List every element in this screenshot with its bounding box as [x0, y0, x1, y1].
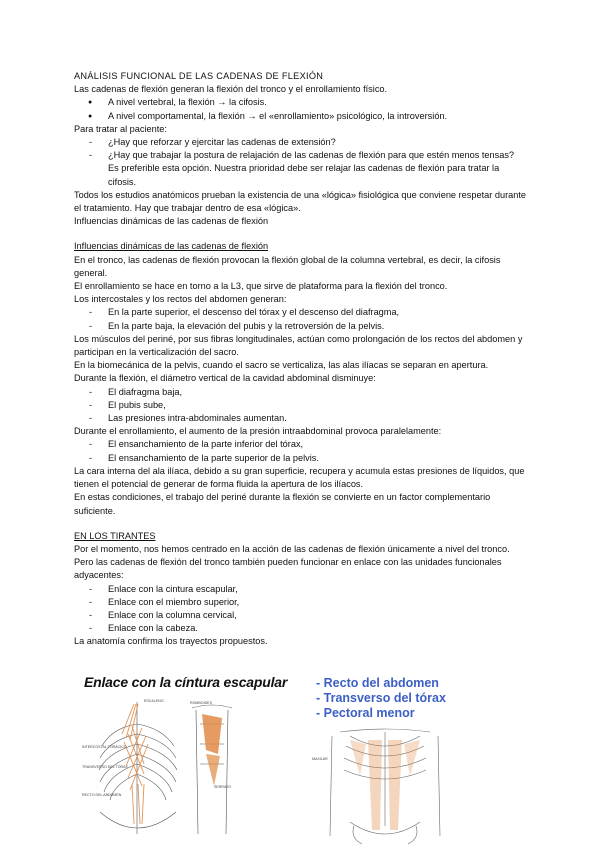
- scapula-illustration: [184, 694, 240, 844]
- list-item: - Las presiones intra-abdominales aumentan.: [74, 412, 526, 425]
- figure-label: ESCALENO: [144, 699, 164, 703]
- figure-label: SERRATO: [214, 785, 232, 789]
- paragraph: En la biomecánica de la pelvis, cuando el sacro se verticaliza, las alas ilíacas se separan en apertura.: [74, 360, 489, 371]
- list-item: - Enlace con el miembro superior,: [74, 596, 526, 609]
- figure-label: INTERCOSTAL TORÁCICO: [82, 745, 127, 749]
- generate-list: [74, 306, 526, 332]
- muscle-label: - Pectoral menor: [316, 706, 415, 720]
- rib-cage-illustration: [82, 694, 192, 844]
- list-item: - El ensanchamiento de la parte superior de la pelvis.: [74, 452, 526, 465]
- flexion-list: [74, 386, 526, 426]
- paragraph: La anatomía confirma los trayectos propuestos.: [74, 636, 268, 647]
- anatomy-figures: [74, 674, 526, 846]
- paragraph: En estas condiciones, el trabajo del periné durante la flexión se convierte en un factor complementario suficiente.: [74, 492, 491, 516]
- list-item: - En la parte baja, la elevación del pubis y la retroversión de la pelvis.: [74, 320, 526, 333]
- list-item: - El pubis sube,: [74, 399, 526, 412]
- intro-text: Las cadenas de flexión generan la flexión del tronco y el enrollamiento físico.: [74, 84, 388, 95]
- treat-label: Para tratar al paciente:: [74, 123, 167, 134]
- paragraph: El enrollamiento se hace en torno a la L3, que sirve de plataforma para la flexión del tronco.: [74, 281, 448, 292]
- paragraph: Los músculos del periné, por sus fibras longitudinales, actúan como prolongación de los rectos del abdomen y participan en la verticalización del sacro.: [74, 333, 523, 358]
- paragraph: Durante la flexión, el diámetro vertical de la cavidad abdominal disminuye:: [74, 373, 376, 384]
- link-list: [74, 583, 526, 636]
- paragraph: En el tronco, las cadenas de flexión provocan la flexión global de la columna vertebral, es decir, la cifosis general.: [74, 254, 501, 278]
- logic-text: Todos los estudios anatómicos prueban la existencia de una «lógica» fisiológica que conviene respetar durante el tratamiento. Hay que trabajar dentro de esa «lógica».: [74, 189, 527, 214]
- skeleton-illustration: [310, 726, 460, 846]
- figure-label: TRANSVERSO DEL TÓRAX: [82, 765, 128, 769]
- list-item: - ¿Hay que trabajar la postura de relajación de las cadenas de flexión para que estén menos tensas? Es preferible esta opción. Nuestra prioridad debe ser relajar las cadenas de flexión para tratar la cifosis.: [74, 149, 526, 189]
- list-item: - ¿Hay que reforzar y ejercitar las cadenas de extensión?: [74, 136, 526, 149]
- muscle-list: [316, 676, 446, 721]
- list-item: ● A nivel vertebral, la flexión → la cifosis.: [74, 96, 526, 109]
- document-body: [74, 70, 526, 649]
- list-item: - El diafragma baja,: [74, 386, 526, 399]
- levels-list: [74, 96, 526, 122]
- section-heading: Influencias dinámicas de las cadenas de flexión: [74, 241, 269, 252]
- page-title: ANÁLISIS FUNCIONAL DE LAS CADENAS DE FLEXIÓN: [74, 71, 324, 81]
- figure-label: RECTO DEL ABDOMEN: [82, 793, 122, 797]
- figure-label: ROMBOIDES: [190, 701, 212, 705]
- paragraph: Por el momento, nos hemos centrado en la acción de las cadenas de flexión únicamente a nivel del tronco.: [74, 543, 510, 554]
- paragraph: La cara interna del ala ilíaca, debido a su gran superficie, recupera y acumula estas presiones de líquidos, que tienen el potencial de generar de forma fluida la apertura de los ilíacos.: [74, 465, 525, 490]
- paragraph: Durante el enrollamiento, el aumento de la presión intraabdominal provoca paralelamente:: [74, 426, 442, 437]
- enrollment-list: [74, 438, 526, 464]
- list-item: - Enlace con la cabeza.: [74, 622, 526, 635]
- list-item: - Enlace con la columna cervical,: [74, 609, 526, 622]
- figure-title: Enlace con la cíntura escapular: [84, 674, 288, 690]
- treat-list: [74, 136, 526, 189]
- muscle-label: - Transverso del tórax: [316, 691, 446, 705]
- list-item: - El ensanchamiento de la parte inferior del tórax,: [74, 438, 526, 451]
- list-item: ● A nivel comportamental, la flexión → el «enrollamiento» psicológico, la introversión.: [74, 110, 526, 123]
- list-item: - Enlace con la cintura escapular,: [74, 583, 526, 596]
- paragraph: Pero las cadenas de flexión del tronco también pueden funcionar en enlace con las unidades funcionales adyacentes:: [74, 557, 502, 581]
- paragraph: Los intercostales y los rectos del abdomen generan:: [74, 294, 287, 305]
- figure-label: MAXILAR: [312, 757, 328, 761]
- muscle-label: - Recto del abdomen: [316, 676, 439, 690]
- list-item: - En la parte superior, el descenso del tórax y el descenso del diafragma,: [74, 306, 526, 319]
- section-heading: EN LOS TIRANTES: [74, 530, 156, 541]
- influences-line: Influencias dinámicas de las cadenas de flexión: [74, 216, 269, 227]
